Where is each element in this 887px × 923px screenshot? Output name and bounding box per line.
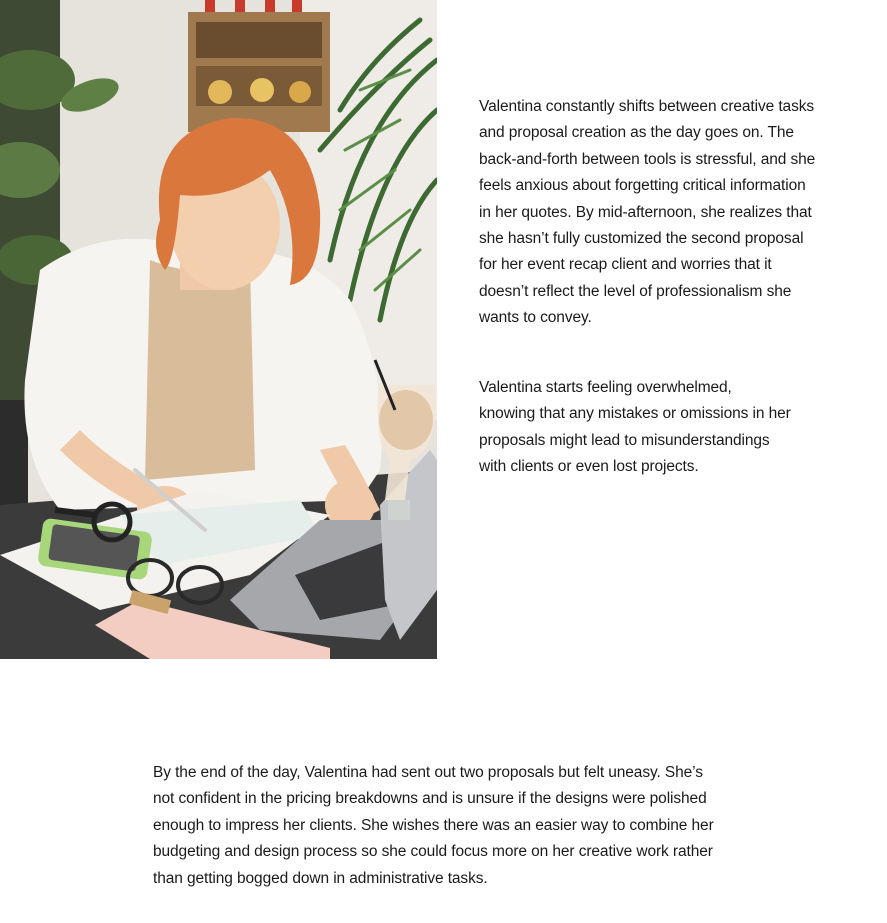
paragraph-line: Valentina constantly shifts between creative tasks xyxy=(479,98,815,115)
paragraph-line: with clients or even lost projects. xyxy=(479,458,699,476)
paragraph-line: knowing that any mistakes or omissions in her xyxy=(479,405,791,423)
paragraph-line: proposals might lead to misunderstandings xyxy=(479,431,770,449)
paragraph-line: and proposal creation as the day goes on. The xyxy=(479,124,794,142)
paragraph-line: not confident in the pricing breakdowns and is unsure if the designs were polished xyxy=(153,790,707,808)
paragraph-overwhelmed xyxy=(479,375,791,481)
paragraph-creative-tasks xyxy=(479,94,815,332)
paragraph-line: wants to convey. xyxy=(479,309,592,327)
paragraph-line: than getting bogged down in administrative tasks. xyxy=(153,869,488,887)
paragraph-line: for her event recap client and worries that it xyxy=(479,256,772,274)
paragraph-line: in her quotes. By mid-afternoon, she realizes that xyxy=(479,203,812,221)
paragraph-line: budgeting and design process so she could focus more on her creative work rather xyxy=(153,843,713,861)
paragraph-line: Valentina starts feeling overwhelmed, xyxy=(479,379,732,396)
paragraph-end-of-day xyxy=(153,760,714,892)
paragraph-line: doesn’t reflect the level of professionalism she xyxy=(479,282,792,300)
paragraph-line: By the end of the day, Valentina had sent out two proposals but felt uneasy. She’s xyxy=(153,764,703,781)
paragraph-line: feels anxious about forgetting critical information xyxy=(479,177,806,195)
woman-working-photo xyxy=(0,0,437,659)
paragraph-line: back-and-forth between tools is stressful, and she xyxy=(479,150,816,168)
paragraph-line: enough to impress her clients. She wishes there was an easier way to combine her xyxy=(153,816,714,834)
paragraph-line: she hasn’t fully customized the second proposal xyxy=(479,230,804,248)
